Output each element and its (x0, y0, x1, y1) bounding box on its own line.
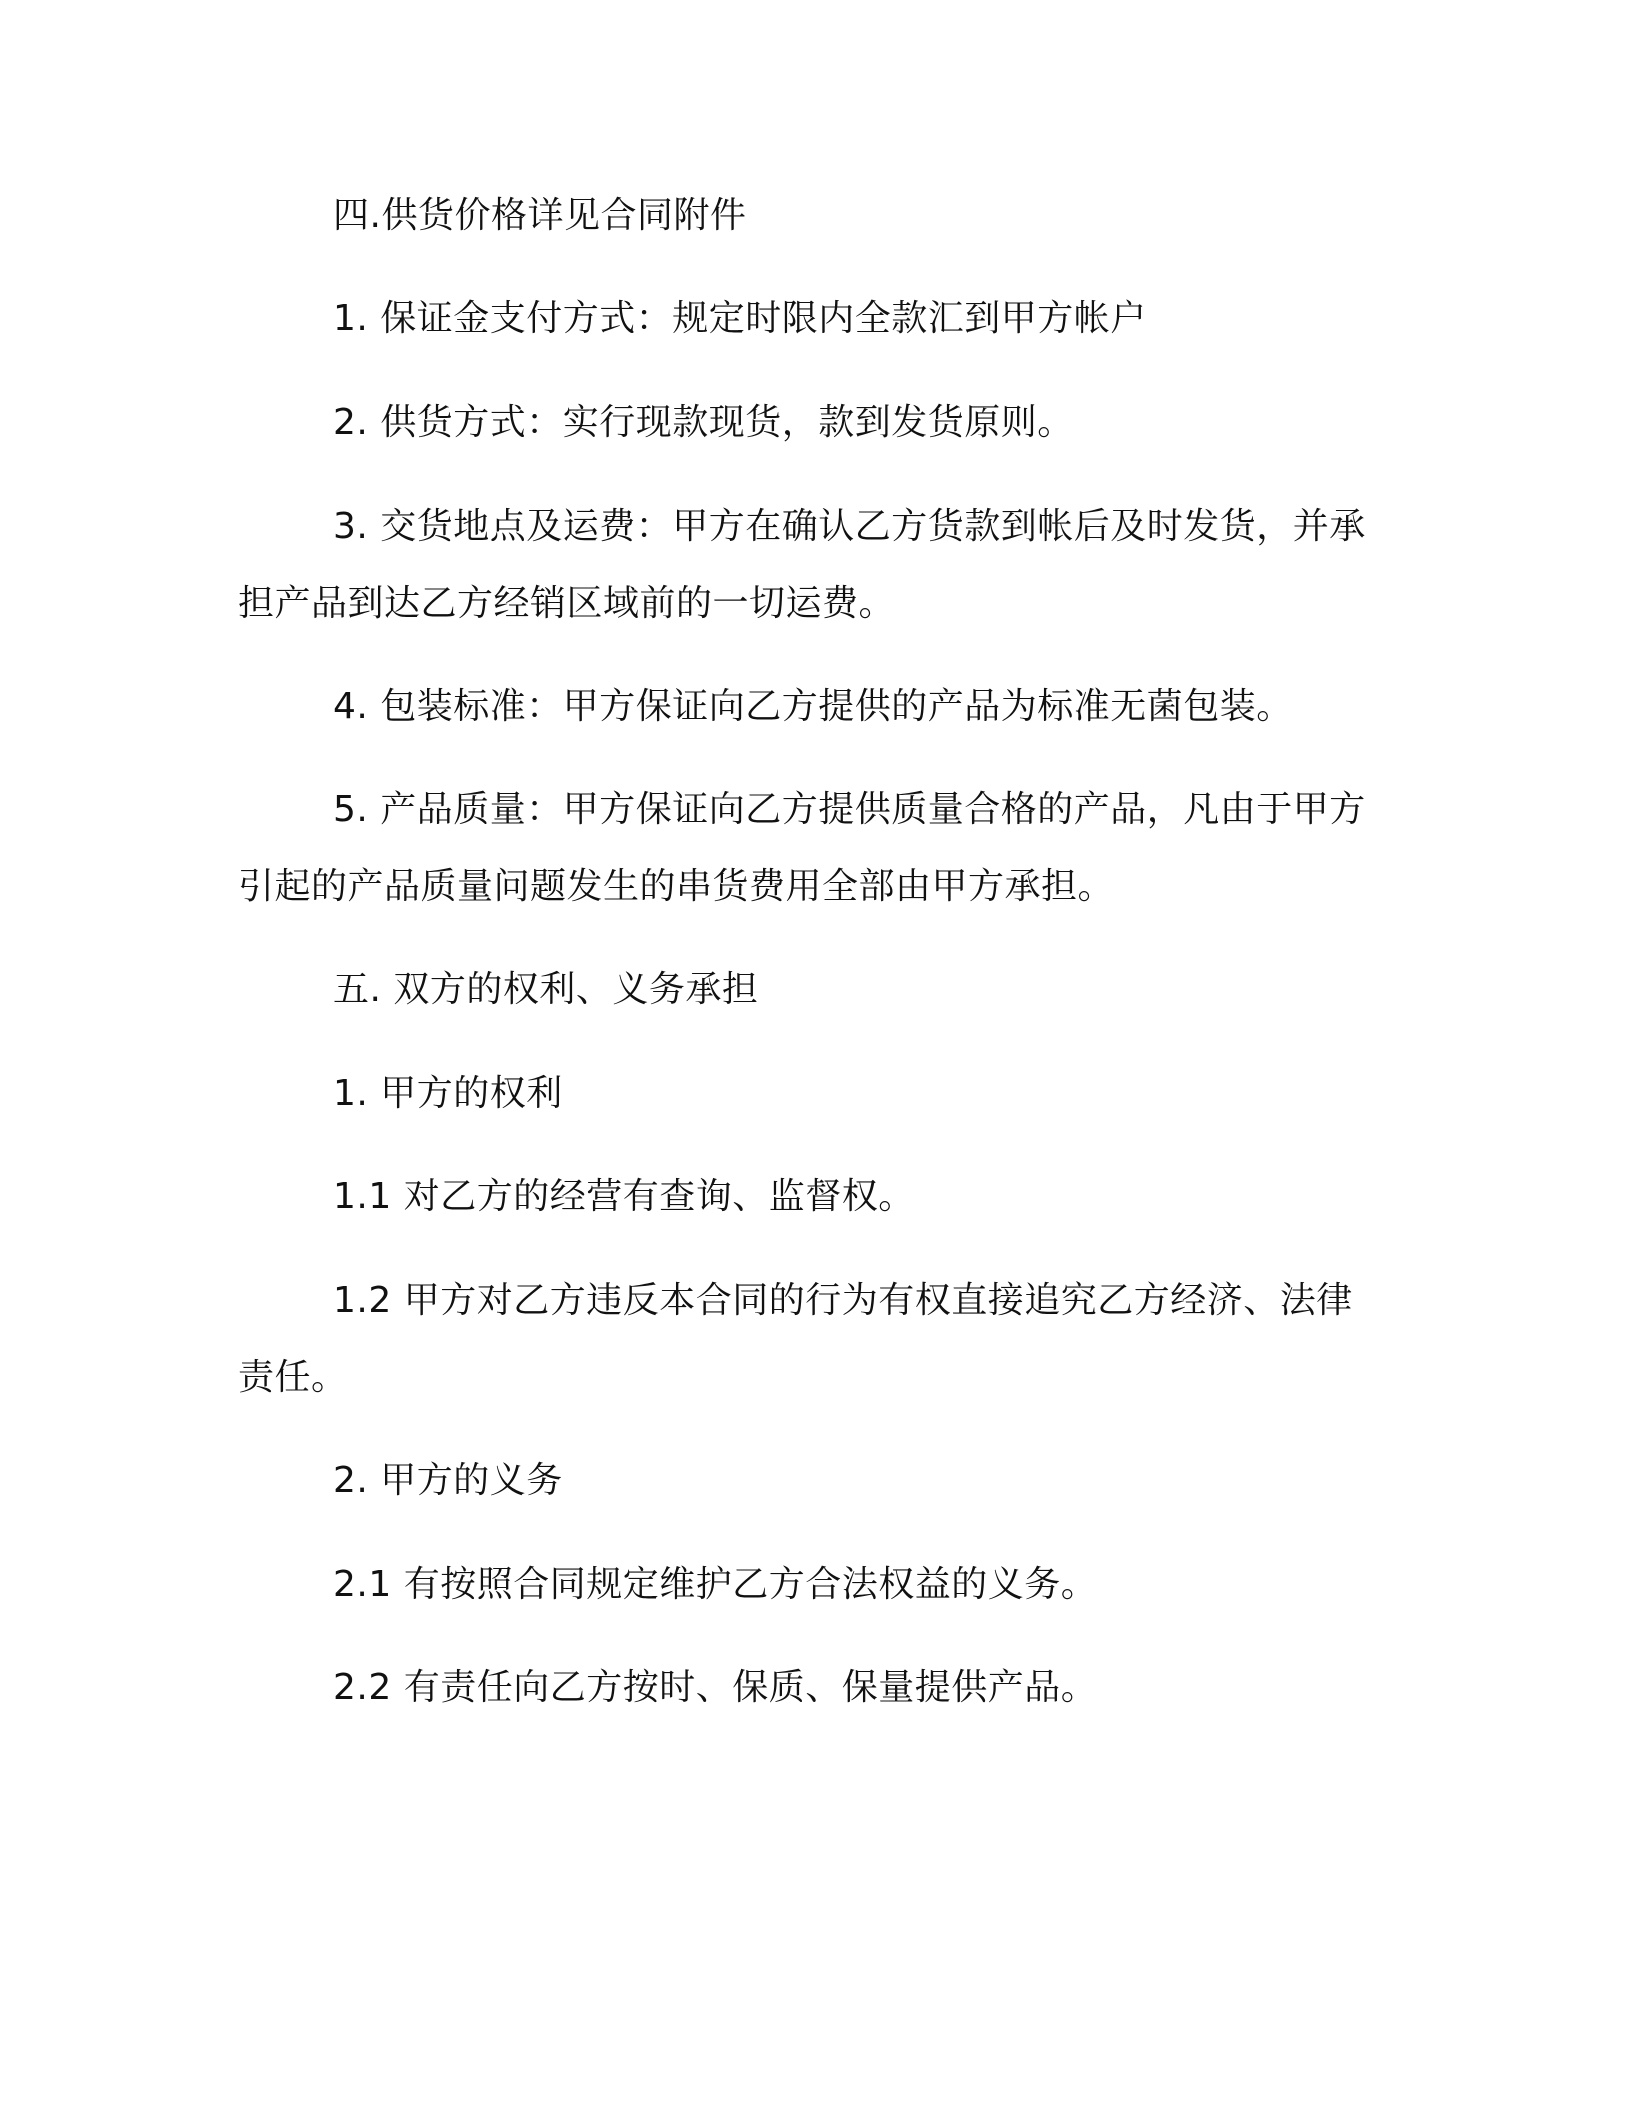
clause-5-1-2-line-2: 责任。 (238, 1357, 348, 1398)
clause-5-2-2: 2.2 有责任向乙方按时、保质、保量提供产品。 (333, 1667, 1098, 1708)
clause-5-1-heading: 1. 甲方的权利 (333, 1073, 563, 1114)
clause-4-5-quality-line-2: 引起的产品质量问题发生的串货费用全部由甲方承担。 (238, 866, 1115, 907)
clause-5-2-1: 2.1 有按照合同规定维护乙方合法权益的义务。 (333, 1564, 1098, 1605)
clause-5-1-1: 1.1 对乙方的经营有查询、监督权。 (333, 1176, 915, 1217)
clause-5-2-heading: 2. 甲方的义务 (333, 1460, 563, 1501)
clause-4-4-packaging: 4. 包装标准：甲方保证向乙方提供的产品为标准无菌包装。 (333, 686, 1293, 727)
clause-4-2-supply-method: 2. 供货方式：实行现款现货，款到发货原则。 (333, 402, 1074, 443)
section-4-heading: 四.供货价格详见合同附件 (333, 195, 747, 236)
clause-4-3-delivery-line-1: 3. 交货地点及运费：甲方在确认乙方货款到帐后及时发货，并承 (333, 506, 1366, 547)
clause-4-1-deposit-payment: 1. 保证金支付方式：规定时限内全款汇到甲方帐户 (333, 298, 1147, 339)
clause-4-3-delivery-line-2: 担产品到达乙方经销区域前的一切运费。 (238, 583, 896, 624)
clause-4-5-quality-line-1: 5. 产品质量：甲方保证向乙方提供质量合格的产品，凡由于甲方 (333, 789, 1366, 830)
section-5-heading: 五. 双方的权利、义务承担 (333, 969, 759, 1010)
clause-5-1-2-line-1: 1.2 甲方对乙方违反本合同的行为有权直接追究乙方经济、法律 (333, 1280, 1353, 1321)
